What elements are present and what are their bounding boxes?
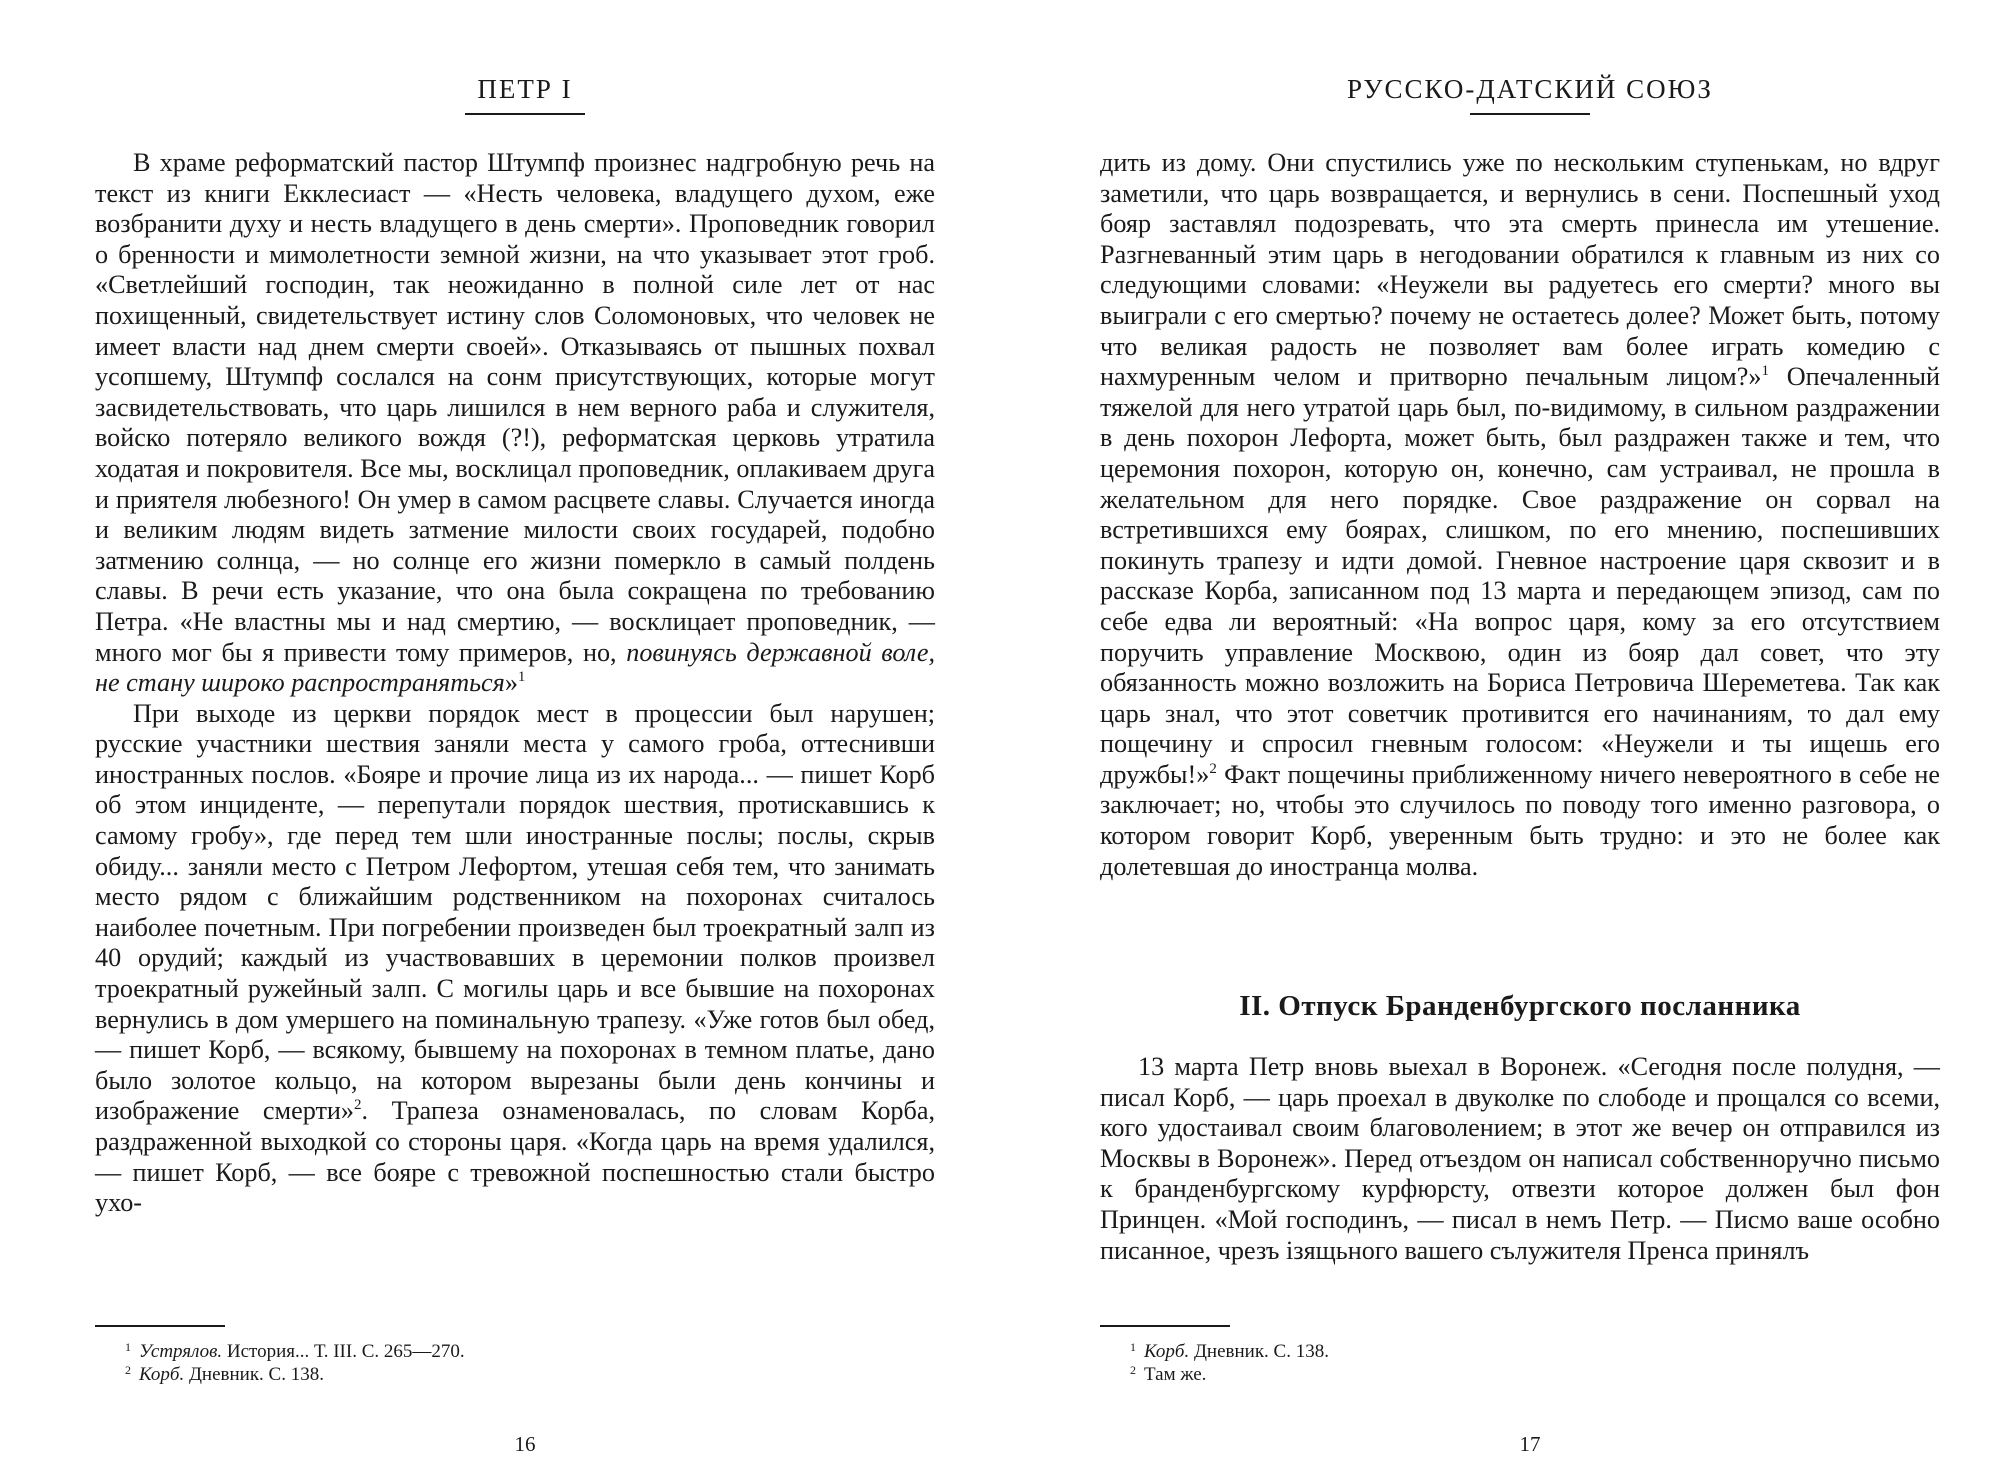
footnote-text: Дневник. С. 138. bbox=[1189, 1341, 1329, 1362]
footnote-number: 1 bbox=[125, 1340, 131, 1354]
running-head-rule bbox=[465, 113, 585, 115]
footnote bbox=[1100, 1363, 1900, 1386]
italic-text: повинуясь державной воле, не стану широко распространяться bbox=[95, 637, 936, 698]
footnote-number: 2 bbox=[125, 1363, 131, 1377]
text-run: В храме реформатский пастор Штумпф произнес надгробную речь на текст из книги Екклесиаст — «Несть человека, владущего духом, еже возбранити духу и несть владущего в день смерти». Проповедник говорил о бренности и мимолетности земной жизни, на что указывает этот гроб. «Светлейший господин, так неожиданно в полной силе лет от нас похищенный, свидетельствует истину слов Соломоновых, что человек не имеет власти над днем смерти своей». Отказываясь от пышных похвал усопшему, Штумпф сослался на сонм присутствующих, которые могут засвидетельствовать, что царь лишился в нем верного раба и служителя, войско потеряло великого вождя (?!), реформатская церковь утратила ходатая и покровителя. Все мы, восклицал проповедник, оплакиваем друга и приятеля любезного! Он умер в самом расцвете славы. Случается иногда и великим людям видеть затмение милости своих государей, подобно затмению солнца, — но солнце его жизни померкло в самый полдень славы. В речи есть указание, что она была сокращена по требованию Петра. «Не властны мы и над смертию, — восклицает проповедник, — много мог бы я привести тому примеров, но, bbox=[95, 148, 935, 667]
running-head-right bbox=[1100, 74, 1960, 115]
running-head-text: РУССКО-ДАТСКИЙ СОЮЗ bbox=[1347, 74, 1713, 104]
page-number-left: 16 bbox=[514, 1432, 536, 1456]
footnote-author: Корб. bbox=[139, 1364, 185, 1385]
text-run: При выходе из церкви порядок мест в процессии был нарушен; русские участники шествия заняли места у самого гроба, оттеснивши иностранных послов. «Бояре и прочие лица из их народа... — пишет Корб об этом инциденте, — перепутали порядок шествия, протискавшись к самому гробу», где перед тем шли иностранные послы; послы, скрыв обиду... заняли место с Петром Лефортом, утешая себя тем, что занимать место рядом с ближайшим родственником на похоронах считалось наиболее почетным. При погребении произведен был троекратный залп из 40 орудий; каждый из участвовавших в церемонии полков произвел троекратный ружейный залп. С могилы царь и все бывшие на похоронах вернулись в дом умершего на поминальную трапезу. «Уже готов был обед, — пишет Корб, — всякому, бывшему на похоронах в темном платье, дано было золотое кольцо, на котором вырезаны были день кончины и изображение смерти» bbox=[95, 698, 935, 1126]
text-run: дить из дому. Они спустились уже по нескольким ступенькам, но вдруг заметили, что царь возвращается, и вернулись в сени. Поспешный уход бояр заставлял подозревать, что эта смерть принесла им утешение. Разгневанный этим царь в негодовании обратился к главным из них со следующими словами: «Неужели вы радуетесь его смерти? много вы выиграли с его смертью? почему не остаетесь долее? Может быть, потому что великая радость не позволяет вам более играть комедию с нахмуренным челом и притворно печальным лицом?» bbox=[1100, 148, 1940, 392]
footnote-ref: 2 bbox=[354, 1097, 362, 1114]
left-body-text bbox=[95, 148, 935, 1219]
footnote-rule bbox=[95, 1325, 225, 1327]
text-run: Опечаленный тяжелой для него утратой царь был, по-видимому, в сильном раздражении в день похорон Лефорта, может быть, был раздражен также и тем, что церемония похорон, которую он, конечно, сам устраивал, не прошла в желательном для него порядке. Свое раздражение он сорвал на встретившихся ему боярах, слишком, по его мнению, поспешивших покинуть трапезу и идти домой. Гневное настроение царя сквозит и в рассказе Корба, записанном под 13 марта и передающем эпизод, сам по себе едва ли вероятный: «На вопрос царя, кому за его отсутствием поручить управление Москвою, один из бояр дал совет, что эту обязанность можно возложить на Бориса Петровича Шереметева. Так как царь знал, что этот советчик противится его начинаниям, то дал ему пощечину и спросил гневным голосом: «Неужели и ты ищешь его дружбы!» bbox=[1100, 362, 1940, 789]
footnote-author: Корб. bbox=[1144, 1341, 1190, 1362]
right-body-text bbox=[1100, 148, 1940, 882]
footnote-author: Устрялов. bbox=[139, 1341, 223, 1362]
footnote-text: Дневник. С. 138. bbox=[184, 1364, 324, 1385]
right-page bbox=[1100, 0, 1960, 1470]
running-head-left bbox=[95, 74, 955, 115]
paragraph bbox=[95, 699, 935, 1219]
text-run: » bbox=[504, 668, 518, 698]
footnote bbox=[95, 1340, 895, 1363]
running-head-rule bbox=[1470, 113, 1590, 115]
footnote-ref: 1 bbox=[517, 669, 526, 686]
footnote-number: 1 bbox=[1130, 1340, 1136, 1354]
page-number-right: 17 bbox=[1519, 1432, 1541, 1456]
left-footnotes bbox=[95, 1340, 895, 1386]
footnote bbox=[95, 1363, 895, 1386]
footnote-ref: 1 bbox=[1761, 363, 1769, 380]
footnote-text: История... Т. III. С. 265—270. bbox=[222, 1341, 465, 1362]
section-body-text bbox=[1100, 1052, 1940, 1266]
text-run: Факт пощечины приближенному ничего невероятного в себе не заключает; но, чтобы это случилось по поводу того именно разговора, о котором говорит Корб, уверенным быть трудно: и это не более как долетевшая до иностранца молва. bbox=[1100, 759, 1940, 881]
paragraph bbox=[95, 148, 935, 699]
text-run: . Трапеза ознаменовалась, по словам Корба, раздраженной выходкой со стороны царя. «Когда царь на время удалился, — пишет Корб, — все бояре с тревожной поспешностью стали быстро ухо- bbox=[95, 1096, 935, 1218]
footnote-ref: 2 bbox=[1209, 760, 1217, 777]
section-heading: II. Отпуск Бранденбургского посланника bbox=[1239, 990, 1801, 1022]
running-head-text: ПЕТР I bbox=[477, 74, 573, 104]
paragraph bbox=[1100, 148, 1940, 882]
footnote bbox=[1100, 1340, 1900, 1363]
footnote-text: Там же. bbox=[1144, 1364, 1207, 1385]
footnote-rule bbox=[1100, 1325, 1230, 1327]
footnote-number: 2 bbox=[1130, 1363, 1136, 1377]
paragraph bbox=[1100, 1052, 1940, 1266]
left-page bbox=[95, 0, 955, 1470]
right-footnotes bbox=[1100, 1340, 1900, 1386]
text-run: 13 марта Петр вновь выехал в Воронеж. «Сегодня после полудня, — писал Корб, — царь проехал в двуколке по слободе и прощался со всеми, кого удостаивал своим благоволением; в этот же вечер он отправился из Москвы в Воронеж». Перед отъездом он написал собственноручно письмо к бранденбургскому курфюрсту, отвезти которое должен был фон Принцен. «Мой господинъ, — писал в немъ Петр. — Писмо ваше особно писанное, чрезъ ізящьного вашего сълужителя Пренса принялъ bbox=[1100, 1052, 1940, 1265]
